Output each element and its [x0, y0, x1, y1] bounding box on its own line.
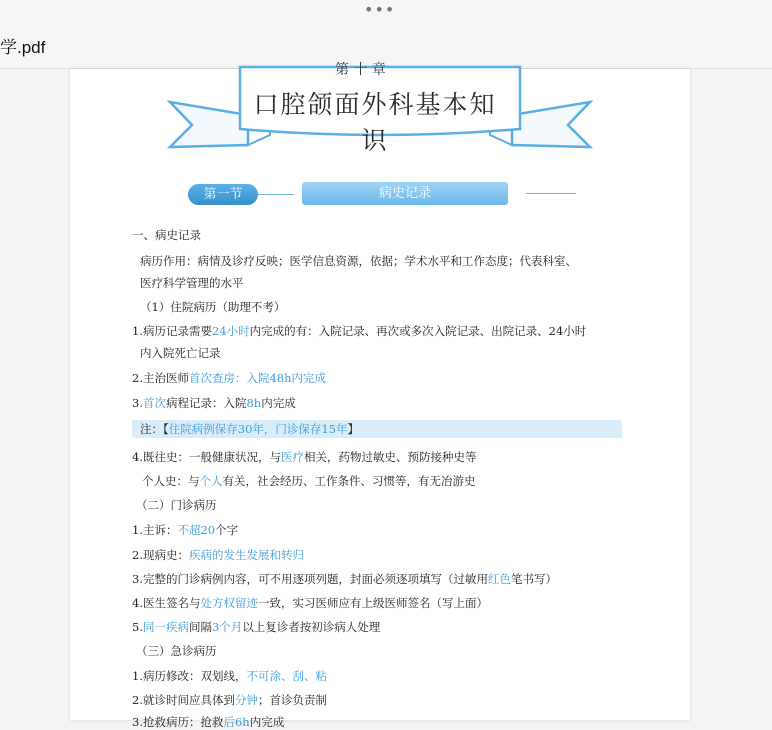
- viewer-toolbar: [0, 0, 772, 69]
- file-name: 学.pdf: [0, 38, 46, 57]
- subheading: （二）门诊病历: [136, 498, 217, 512]
- chapter-title: 口腔颌面外科基本知识: [253, 90, 497, 155]
- text-line: 2.就诊时间应具体到分钟；首诊负责制: [132, 693, 327, 707]
- note-line: 注：【住院病例保存30年，门诊保存15年】: [140, 422, 360, 436]
- heading: 一、病史记录: [132, 228, 201, 242]
- subheading: （1）住院病历（助理不考）: [140, 300, 286, 314]
- pdf-page: [70, 62, 690, 729]
- section-title: 病史记录: [302, 182, 508, 205]
- text-line: 5.同一疾病间隔3个月以上复诊者按初诊病人处理: [132, 620, 381, 634]
- text-line: 2.主治医师首次查房：入院48h内完成: [132, 371, 327, 385]
- text-line: 医疗科学管理的水平: [140, 276, 244, 290]
- text-line: 3.首次病程记录：入院8h内完成: [132, 396, 296, 410]
- divider: [526, 193, 576, 194]
- text-line: 3.抢救病历：抢救后6h内完成: [132, 715, 285, 729]
- text-line: 1.病历记录需要24小时内完成的有：入院记录、再次或多次入院记录、出院记录、24小时: [132, 324, 587, 338]
- text-line: 1.主诉：不超20个字: [132, 523, 239, 537]
- text-line: 病历作用：病情及诊疗反映；医学信息资源，依据；学术水平和工作态度；代表科室、: [140, 254, 577, 268]
- text-line: 4.医生签名与处方权留迹一致，实习医师应有上级医师签名（写上面）: [132, 596, 488, 610]
- text-line: 个人史：与个人有关，社会经历、工作条件、习惯等，有无冶游史: [142, 474, 476, 488]
- text-line: 2.现病史：疾病的发生发展和转归: [132, 548, 304, 562]
- divider: [258, 194, 294, 195]
- more-options-icon[interactable]: •••: [364, 0, 396, 19]
- text-line: 3.完整的门诊病例内容，可不用逐项列题，封面必须逐项填写（过敏用红色笔书写）: [132, 572, 557, 586]
- text-line: 内入院死亡记录: [140, 346, 221, 360]
- text-line: 4.既往史：一般健康状况，与医疗相关，药物过敏史、预防接种史等: [132, 450, 477, 464]
- text-line: 1.病历修改：双划线，不可涂、刮、粘: [132, 669, 327, 683]
- chapter-number: 第 十 章: [335, 62, 386, 78]
- section-number-badge: 第一节: [188, 184, 258, 205]
- subheading: （三）急诊病历: [136, 644, 217, 658]
